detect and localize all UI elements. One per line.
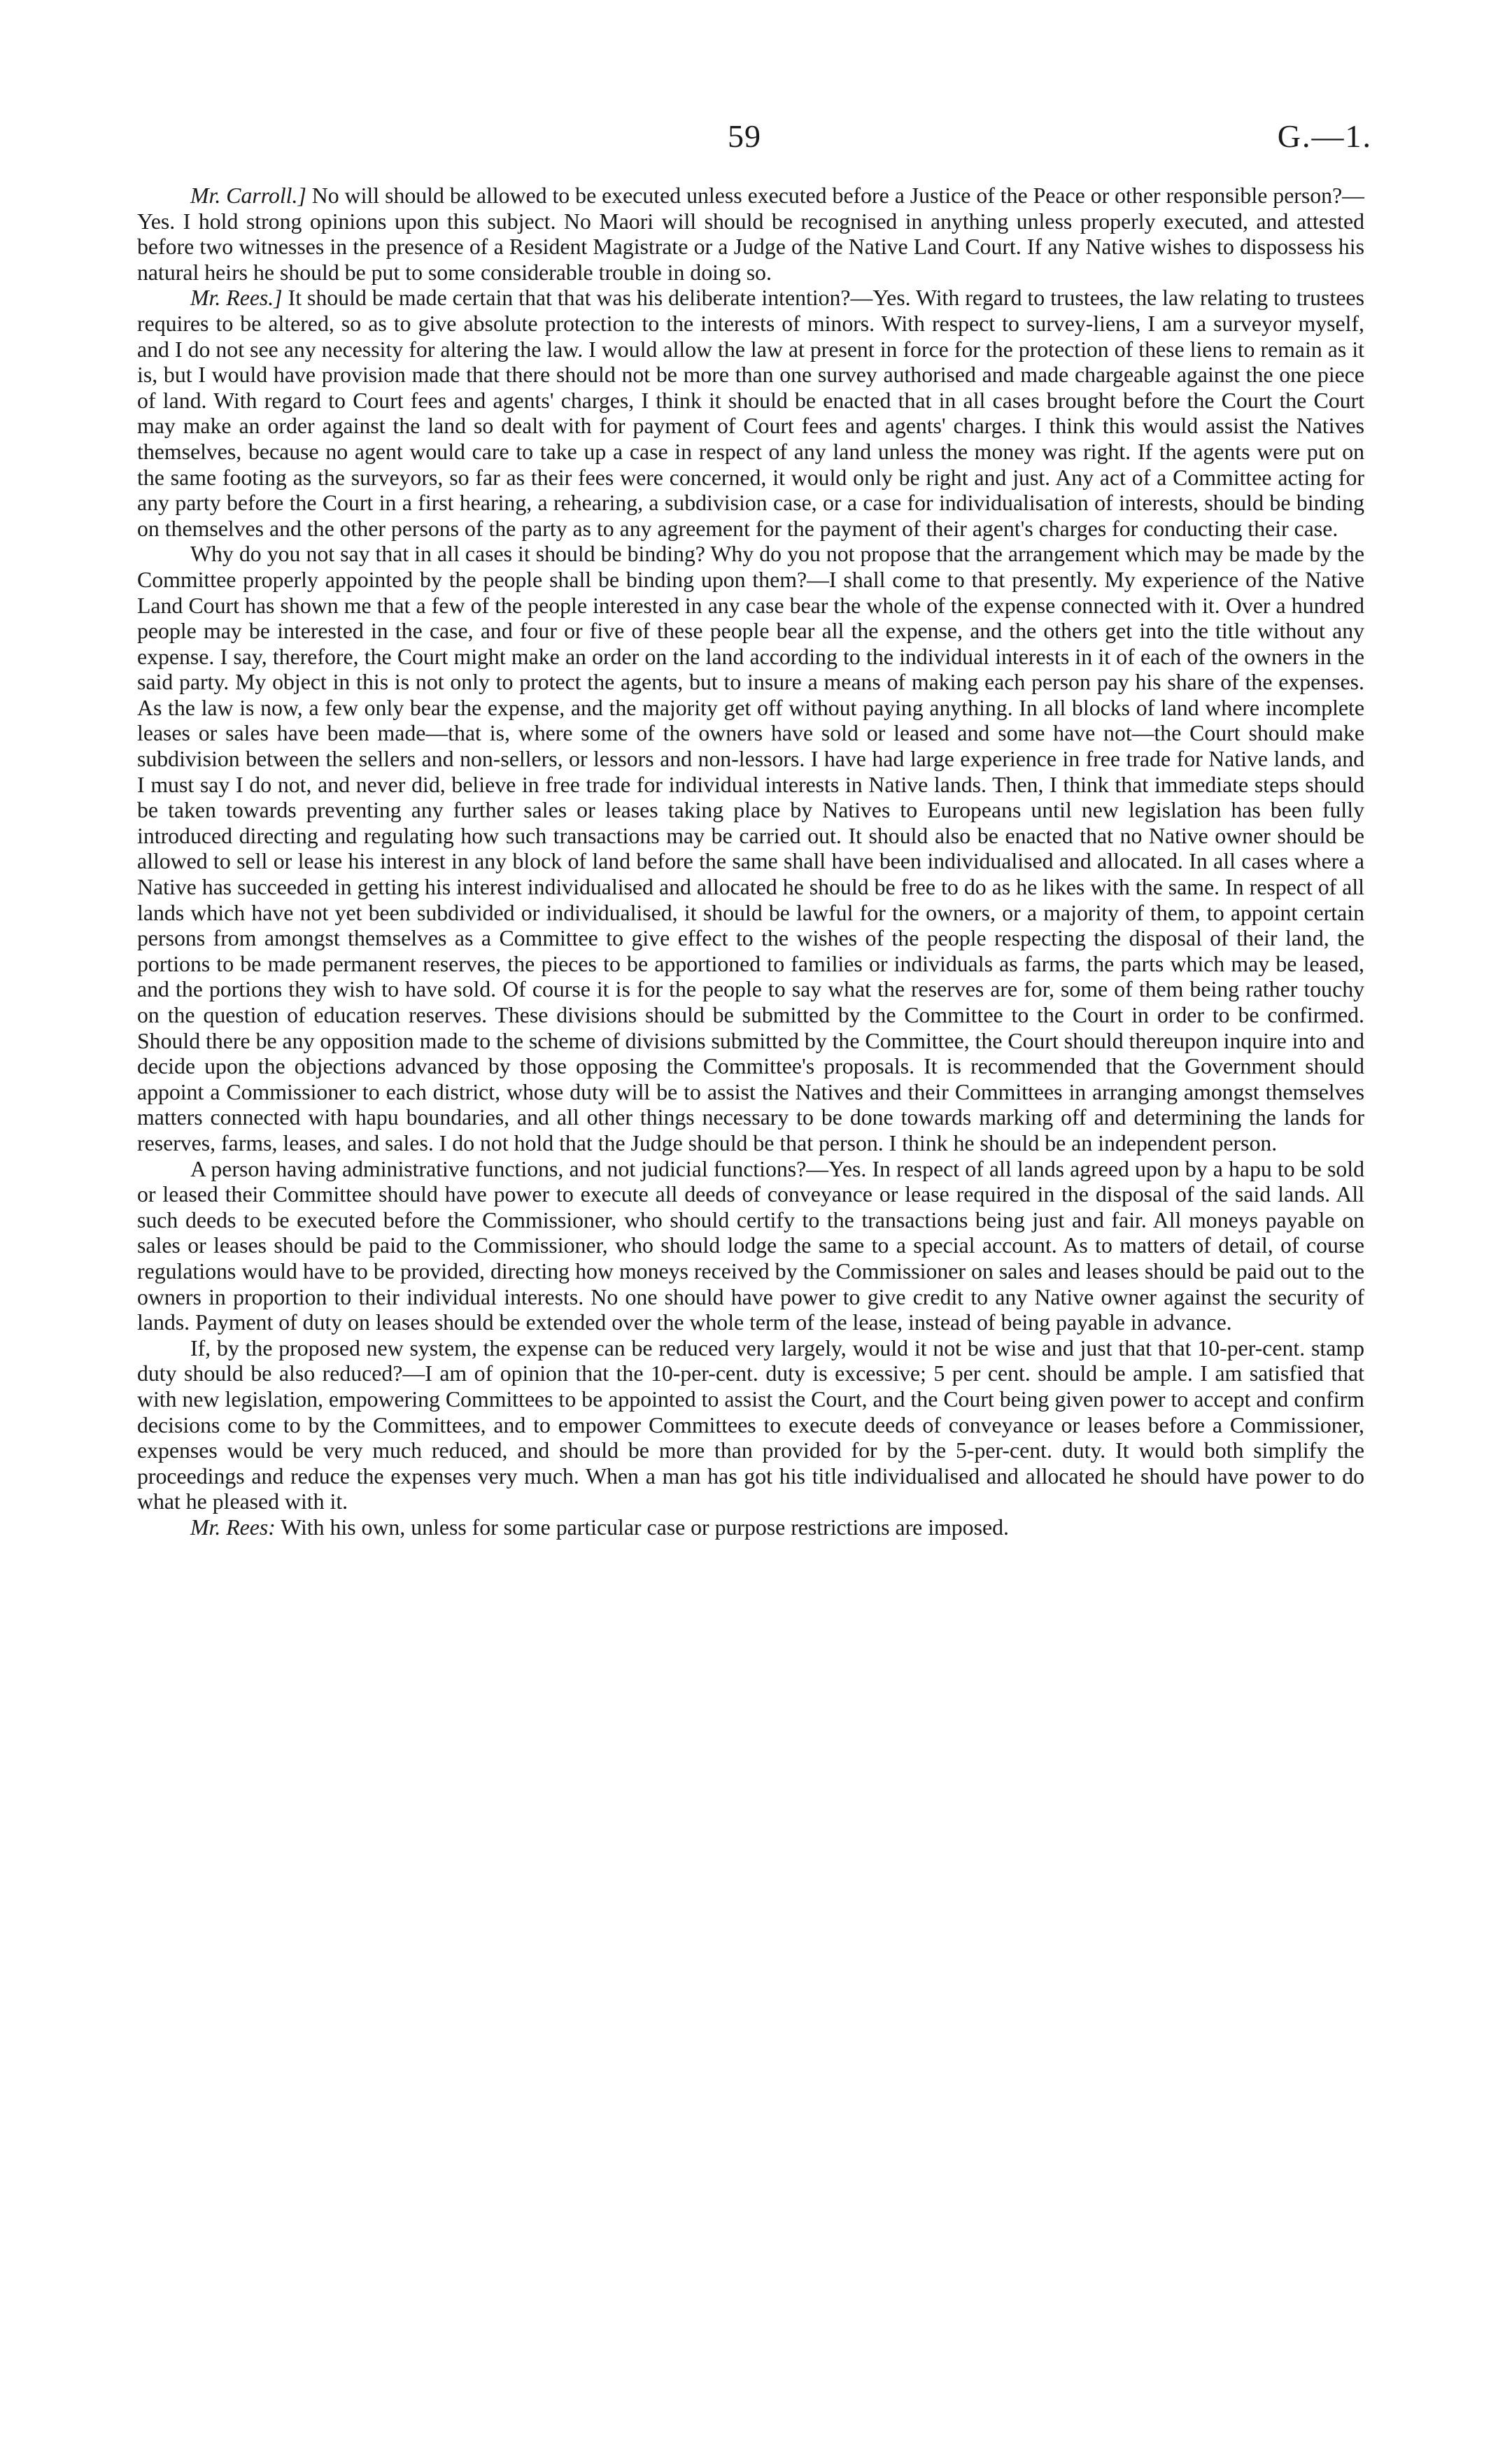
paragraph-binding-question	[137, 542, 1364, 1156]
speaker-label: Mr. Rees.]	[190, 286, 283, 311]
paragraph-administrative-functions	[137, 1157, 1364, 1336]
paragraph-text: Why do you not say that in all cases it should be binding? Why do you not propose that the arrangement which may be made by the Committee properly appointed by the people shall be binding upon them?—I shall come to that presently. My experience of the Native Land Court has shown me that a few of the people interested in any case bear the whole of the expense connected with it. Over a hundred people may be interested in the case, and four or five of these people bear all the expense, and the others get into the title without any expense. I say, therefore, the Court might make an order on the land according to the individual interests in it of each of the owners in the said party. My object in this is not only to protect the agents, but to insure a means of making each person pay his share of the expenses. As the law is now, a few only bear the expense, and the majority get off without paying anything. In all blocks of land where incomplete leases or sales have been made—that is, where some of the owners have sold or leased and some have not—the Court should make subdivision between the sellers and non-sellers, or lessors and non-lessors. I have had large experience in free trade for Native lands, and I must say I do not, and never did, believe in free trade for individual interests in Native lands. Then, I think that immediate steps should be taken towards preventing any further sales or leases taking place by Natives to Europeans until new legislation has been fully introduced directing and regulating how such transactions may be carried out. It should also be enacted that no Native owner should be allowed to sell or lease his interest in any block of land before the same shall have been individualised and allocated. In all cases where a Native has succeeded in getting his interest individualised and allocated he should be free to do as he likes with the same. In respect of all lands which have not yet been subdivided or individualised, it should be lawful for the owners, or a majority of them, to appoint certain persons from amongst themselves as a Committee to give effect to the wishes of the people respecting the disposal of their land, the portions to be made permanent reserves, the pieces to be apportioned to families or individuals as farms, the parts which may be leased, and the portions they wish to have sold. Of course it is for the people to say what the reserves are for, some of them being rather touchy on the question of education reserves. These divisions should be submitted by the Committee to the Court in order to be confirmed. Should there be any opposition made to the scheme of divisions submitted by the Committee, the Court should thereupon inquire into and decide upon the objections advanced by those opposing the Committee's proposals. It is recommended that the Government should appoint a Commissioner to each district, whose duty will be to assist the Natives and their Committees in arranging amongst themselves matters connected with hapu boundaries, and all other things necessary to be done towards marking off and determining the lands for reserves, farms, leases, and sales. I do not hold that the Judge should be that person. I think he should be an independent person.	[137, 542, 1364, 1155]
paragraph-text: A person having administrative functions, and not judicial functions?—Yes. In respect of all lands agreed upon by a hapu to be sold or leased their Committee should have power to execute all deeds of conveyance or lease required in the disposal of the said lands. All such deeds to be executed before the Commissioner, who should certify to the transactions being just and fair. All moneys payable on sales or leases should be paid to the Commissioner, who should lodge the same to a special account. As to matters of detail, of course regulations would have to be provided, directing how moneys received by the Commissioner on sales and leases should be paid out to the owners in proportion to their individual interests. No one should have power to give credit to any Native owner against the security of lands. Payment of duty on leases should be extended over the whole term of the lease, instead of being payable in advance.	[137, 1156, 1364, 1335]
document-reference: G.—1.	[1277, 118, 1372, 154]
page-number: 59	[728, 118, 761, 154]
paragraph-rees-trustees	[137, 286, 1364, 542]
speaker-label: Mr. Rees:	[190, 1514, 276, 1540]
speaker-label: Mr. Carroll.]	[190, 183, 306, 208]
document-body	[137, 183, 1364, 1540]
paragraph-carroll-wills	[137, 183, 1364, 286]
paragraph-text: No will should be allowed to be executed unless executed before a Justice of the Peace or other responsible person?—Yes. I hold strong opinions upon this subject. No Maori will should be recognised in anything unless properly executed, and attested before two witnesses in the presence of a Resident Magistrate or a Judge of the Native Land Court. If any Native wishes to dispossess his natural heirs he should be put to some considerable trouble in doing so.	[137, 183, 1364, 285]
paragraph-rees-closing	[137, 1515, 1364, 1541]
paragraph-stamp-duty	[137, 1336, 1364, 1515]
paragraph-text: With his own, unless for some particular case or purpose restrictions are imposed.	[275, 1514, 1009, 1540]
paragraph-text: If, by the proposed new system, the expense can be reduced very largely, would it not be wise and just that that 10-per-cent. stamp duty should be also reduced?—I am of opinion that the 10-per-cent. duty is excessive; 5 per cent. should be ample. I am satisfied that with new legislation, empowering Committees to be appointed to assist the Court, and the Court being given power to accept and confirm decisions come to by the Committees, and to empower Committees to execute deeds of conveyance or leases before a Commissioner, expenses would be very much reduced, and should be more than provided for by the 5-per-cent. duty. It would both simplify the proceedings and reduce the expenses very much. When a man has got his title individualised and allocated he should have power to do what he pleased with it.	[137, 1335, 1364, 1514]
paragraph-text: It should be made certain that that was his deliberate intention?—Yes. With regard to trustees, the law relating to trustees requires to be altered, so as to give absolute protection to the interests of minors. With respect to survey-liens, I am a surveyor myself, and I do not see any necessity for altering the law. I would allow the law at present in force for the protection of these liens to remain as it is, but I would have provision made that there should not be more than one survey authorised and made chargeable against the one piece of land. With regard to Court fees and agents' charges, I think it should be enacted that in all cases brought before the Court the Court may make an order against the land so dealt with for payment of Court fees and agents' charges. I think this would assist the Natives themselves, because no agent would care to take up a case in respect of any land unless the money was right. If the agents were put on the same footing as the surveyors, so far as their fees were concerned, it would only be right and just. Any act of a Committee acting for any party before the Court in a first hearing, a rehearing, a subdivision case, or a case for individualisation of interests, should be binding on themselves and the other persons of the party as to any agreement for the payment of their agent's charges for conducting their case.	[137, 286, 1364, 541]
